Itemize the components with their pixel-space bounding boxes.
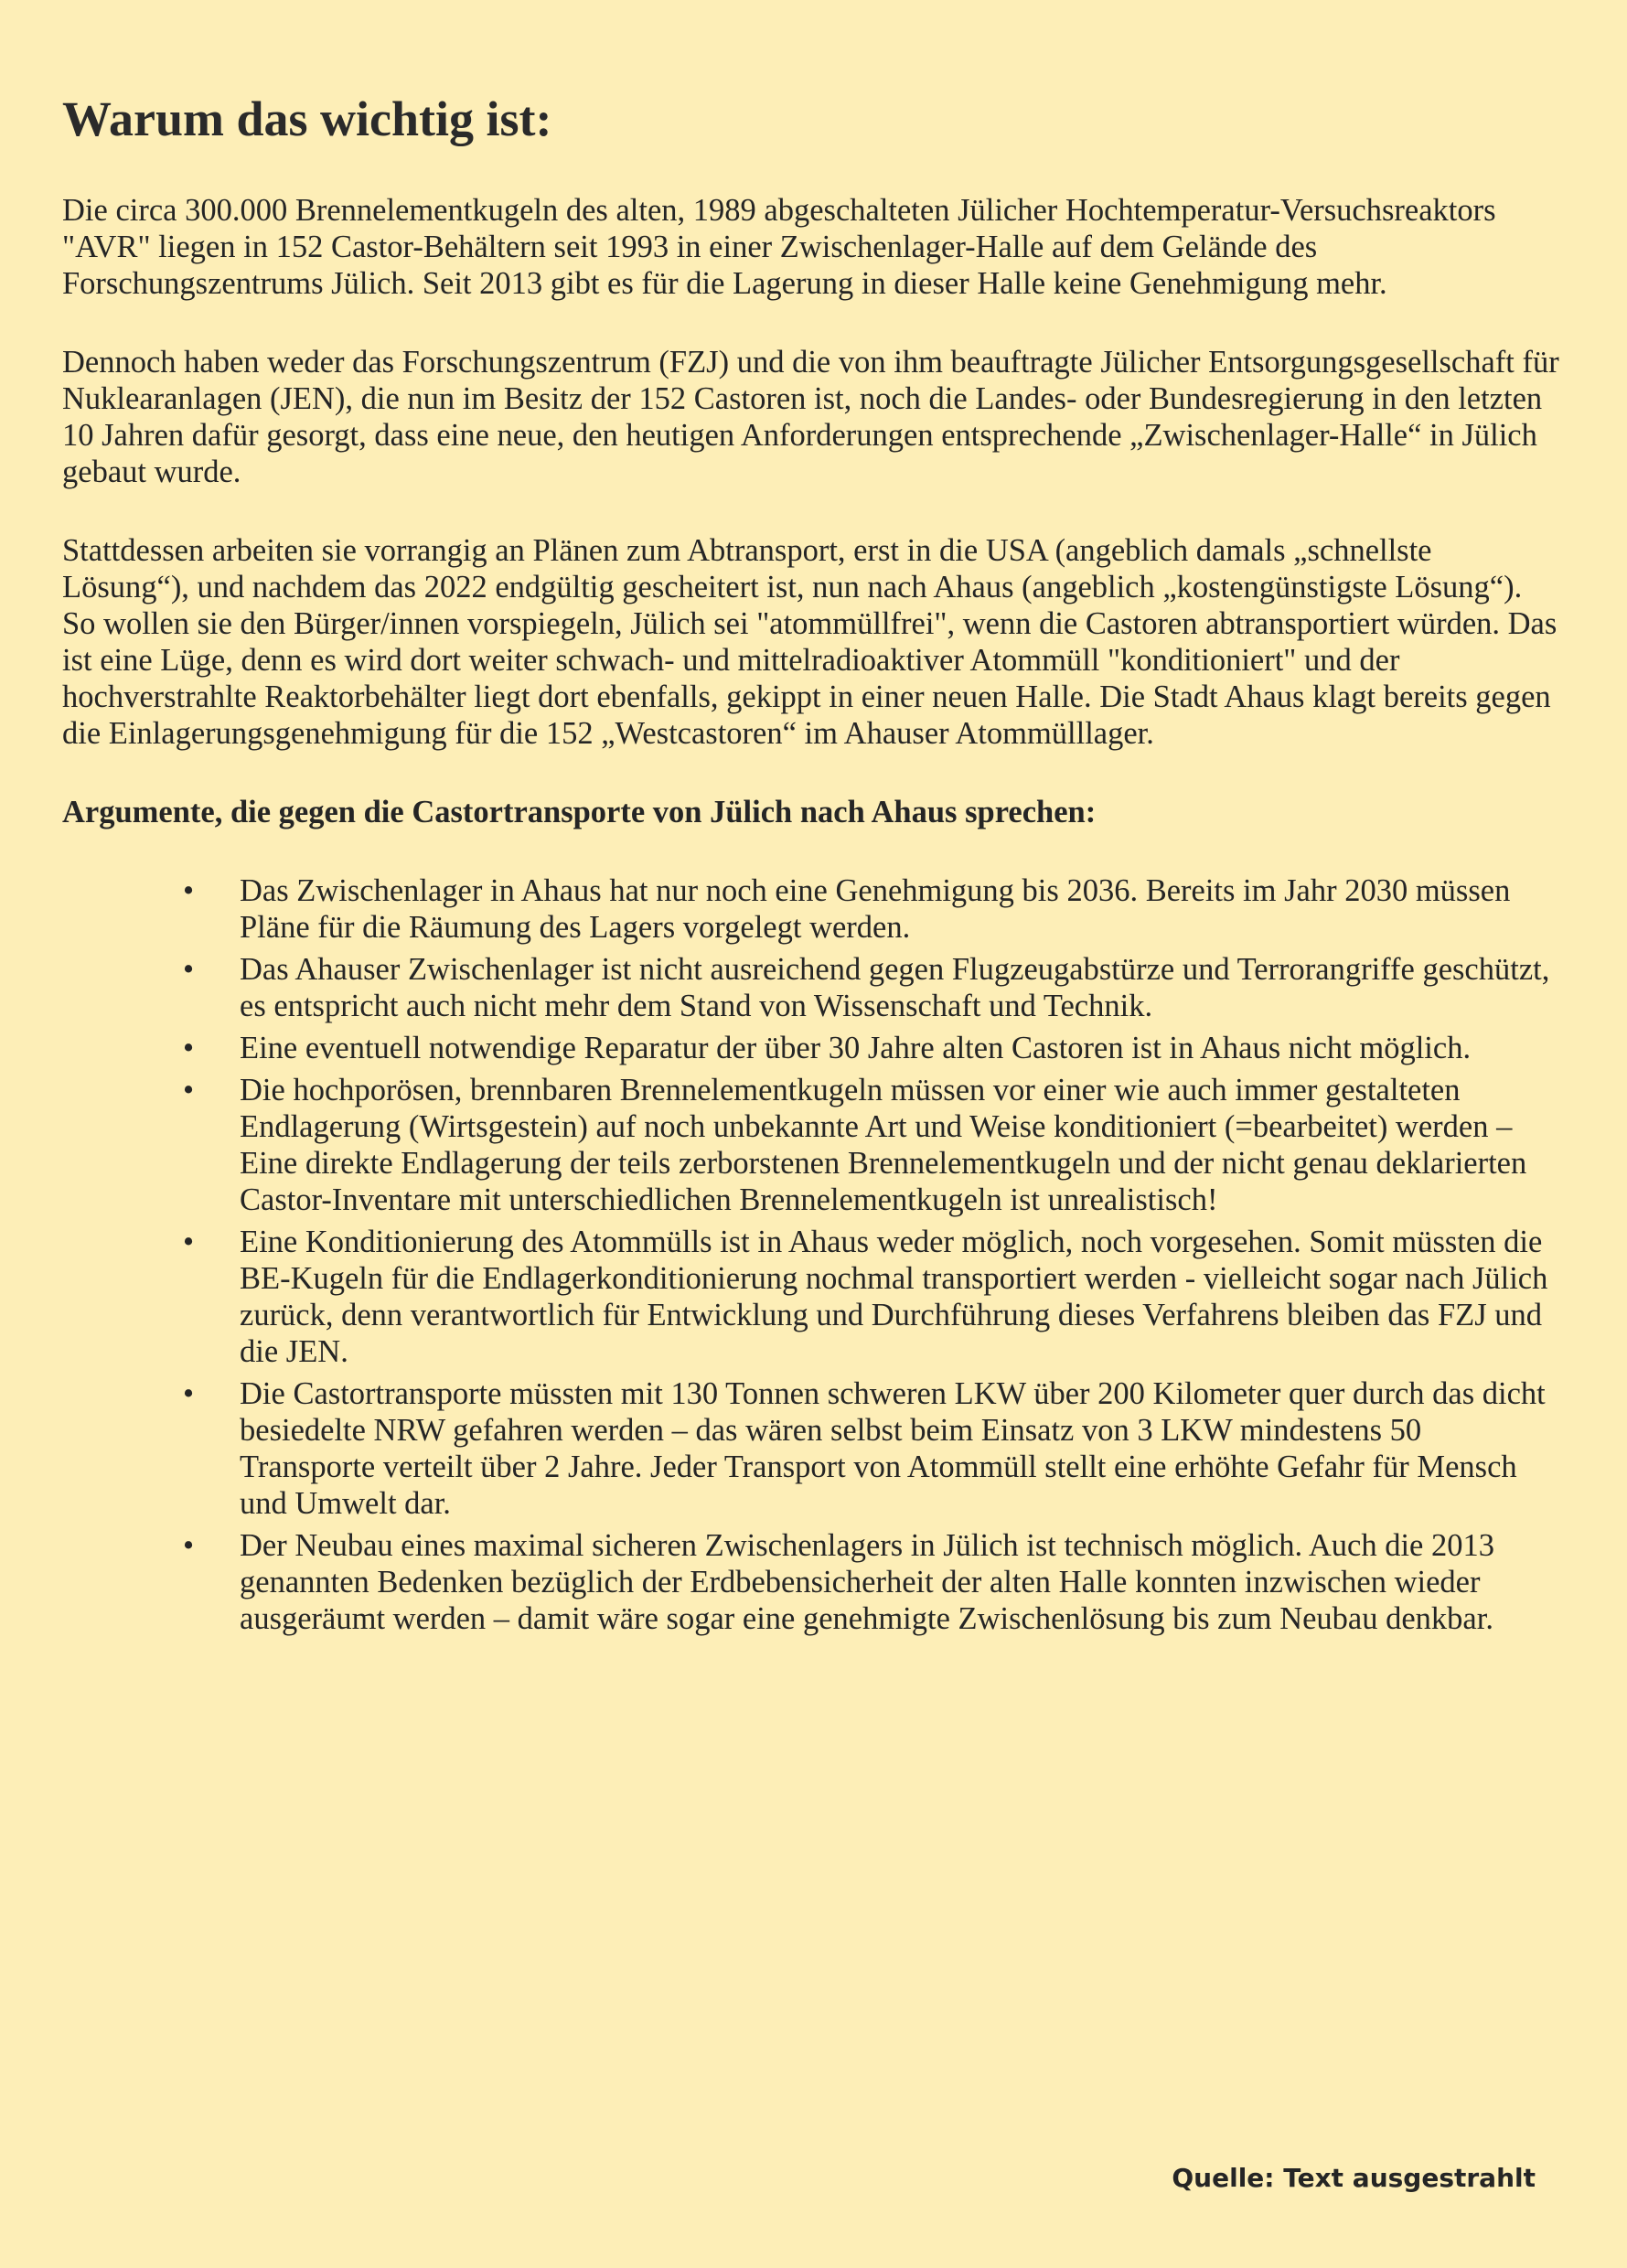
list-item-text: Eine eventuell notwendige Reparatur der über 30 Jahre alten Castoren ist in Ahaus nicht möglich.	[240, 1031, 1472, 1065]
list-item-text: Die hochporösen, brennbaren Brennelementkugeln müssen vor einer wie auch immer gestalteten Endlagerung (Wirtsgestein) auf noch unbekannte Art und Weise konditioniert (=bearbeitet) werden – Eine direkte Endlagerung der teils zerborstenen Brennelementkugeln und der nicht genau deklarierten Castor-Inventare mit unterschiedlichen Brennelementkugeln ist unrealistisch!	[240, 1073, 1527, 1217]
list-item	[182, 1527, 1562, 1637]
list-item-text: Die Castortransporte müssten mit 130 Tonnen schweren LKW über 200 Kilometer quer durch das dicht besiedelte NRW gefahren werden – das wären selbst beim Einsatz von 3 LKW mindestens 50 Transporte verteilt über 2 Jahre. Jeder Transport von Atommüll stellt eine erhöhte Gefahr für Mensch und Umwelt dar.	[240, 1376, 1546, 1521]
source-credit: Quelle: Text ausgestrahlt	[1172, 2163, 1536, 2193]
list-item	[182, 1224, 1562, 1370]
list-item	[182, 1030, 1562, 1066]
list-item	[182, 951, 1562, 1024]
paragraph-3: Stattdessen arbeiten sie vorrangig an Plänen zum Abtransport, erst in die USA (angeblich damals „schnellste Lösung“), und nachdem das 2022 endgültig gescheitert ist, nun nach Ahaus (angeblich „kostengünstigste Lösung“). So wollen sie den Bürger/innen vorspiegeln, Jülich sei "atommüllfrei", wenn die Castoren abtransportiert würden. Das ist eine Lüge, denn es wird dort weiter schwach- und mittelradioaktiver Atommüll "konditioniert" und der hochverstrahlte Reaktorbehälter liegt dort ebenfalls, gekippt in einer neuen Halle. Die Stadt Ahaus klagt bereits gegen die Einlagerungsgenehmigung für die 152 „Westcastoren“ im Ahauser Atommülllager.	[62, 533, 1557, 751]
bullet-icon: •	[182, 873, 195, 908]
list-item	[182, 1375, 1562, 1522]
bullet-icon: •	[182, 1528, 195, 1563]
page-title: Warum das wichtig ist:	[62, 91, 552, 146]
paragraph-1: Die circa 300.000 Brennelementkugeln des alten, 1989 abgeschalteten Jülicher Hochtemperatur-Versuchsreaktors "AVR" liegen in 152 Castor-Behältern seit 1993 in einer Zwischenlager-Halle auf dem Gelände des Forschungszentrums Jülich. Seit 2013 gibt es für die Lagerung in dieser Halle keine Genehmigung mehr.	[62, 193, 1496, 301]
list-item	[182, 1072, 1562, 1218]
list-item	[182, 872, 1562, 946]
bullet-icon: •	[182, 952, 195, 987]
list-item-text: Der Neubau eines maximal sicheren Zwischenlagers in Jülich ist technisch möglich. Auch die 2013 genannten Bedenken bezüglich der Erdbebensicherheit der alten Halle konnten inzwischen wieder ausgeräumt werden – damit wäre sogar eine genehmigte Zwischenlösung bis zum Neubau denkbar.	[240, 1528, 1494, 1636]
bullet-icon: •	[182, 1073, 195, 1107]
bullet-icon: •	[182, 1031, 195, 1065]
paragraph-2: Dennoch haben weder das Forschungszentrum (FZJ) und die von ihm beauftragte Jülicher Entsorgungsgesellschaft für Nuklearanlagen (JEN), die nun im Besitz der 152 Castoren ist, noch die Landes- oder Bundesregierung in den letzten 10 Jahren dafür gesorgt, dass eine neue, den heutigen Anforderungen entsprechende „Zwischenlager-Halle“ in Jülich gebaut wurde.	[62, 345, 1559, 489]
list-item-text: Das Ahauser Zwischenlager ist nicht ausreichend gegen Flugzeugabstürze und Terrorangriffe geschützt, es entspricht auch nicht mehr dem Stand von Wissenschaft und Technik.	[240, 952, 1550, 1023]
document-body	[62, 90, 1562, 1642]
bullet-icon: •	[182, 1376, 195, 1411]
list-item-text: Das Zwischenlager in Ahaus hat nur noch eine Genehmigung bis 2036. Bereits im Jahr 2030 müssen Pläne für die Räumung des Lagers vorgelegt werden.	[240, 873, 1511, 945]
arguments-heading: Argumente, die gegen die Castortransporte von Jülich nach Ahaus sprechen:	[62, 795, 1097, 829]
arguments-list	[62, 872, 1562, 1637]
list-item-text: Eine Konditionierung des Atommülls ist in Ahaus weder möglich, noch vorgesehen. Somit müssten die BE-Kugeln für die Endlagerkonditionierung nochmal transportiert werden - vielleicht sogar nach Jülich zurück, denn verantwortlich für Entwicklung und Durchführung dieses Verfahrens bleiben das FZJ und die JEN.	[240, 1225, 1548, 1369]
bullet-icon: •	[182, 1225, 195, 1259]
